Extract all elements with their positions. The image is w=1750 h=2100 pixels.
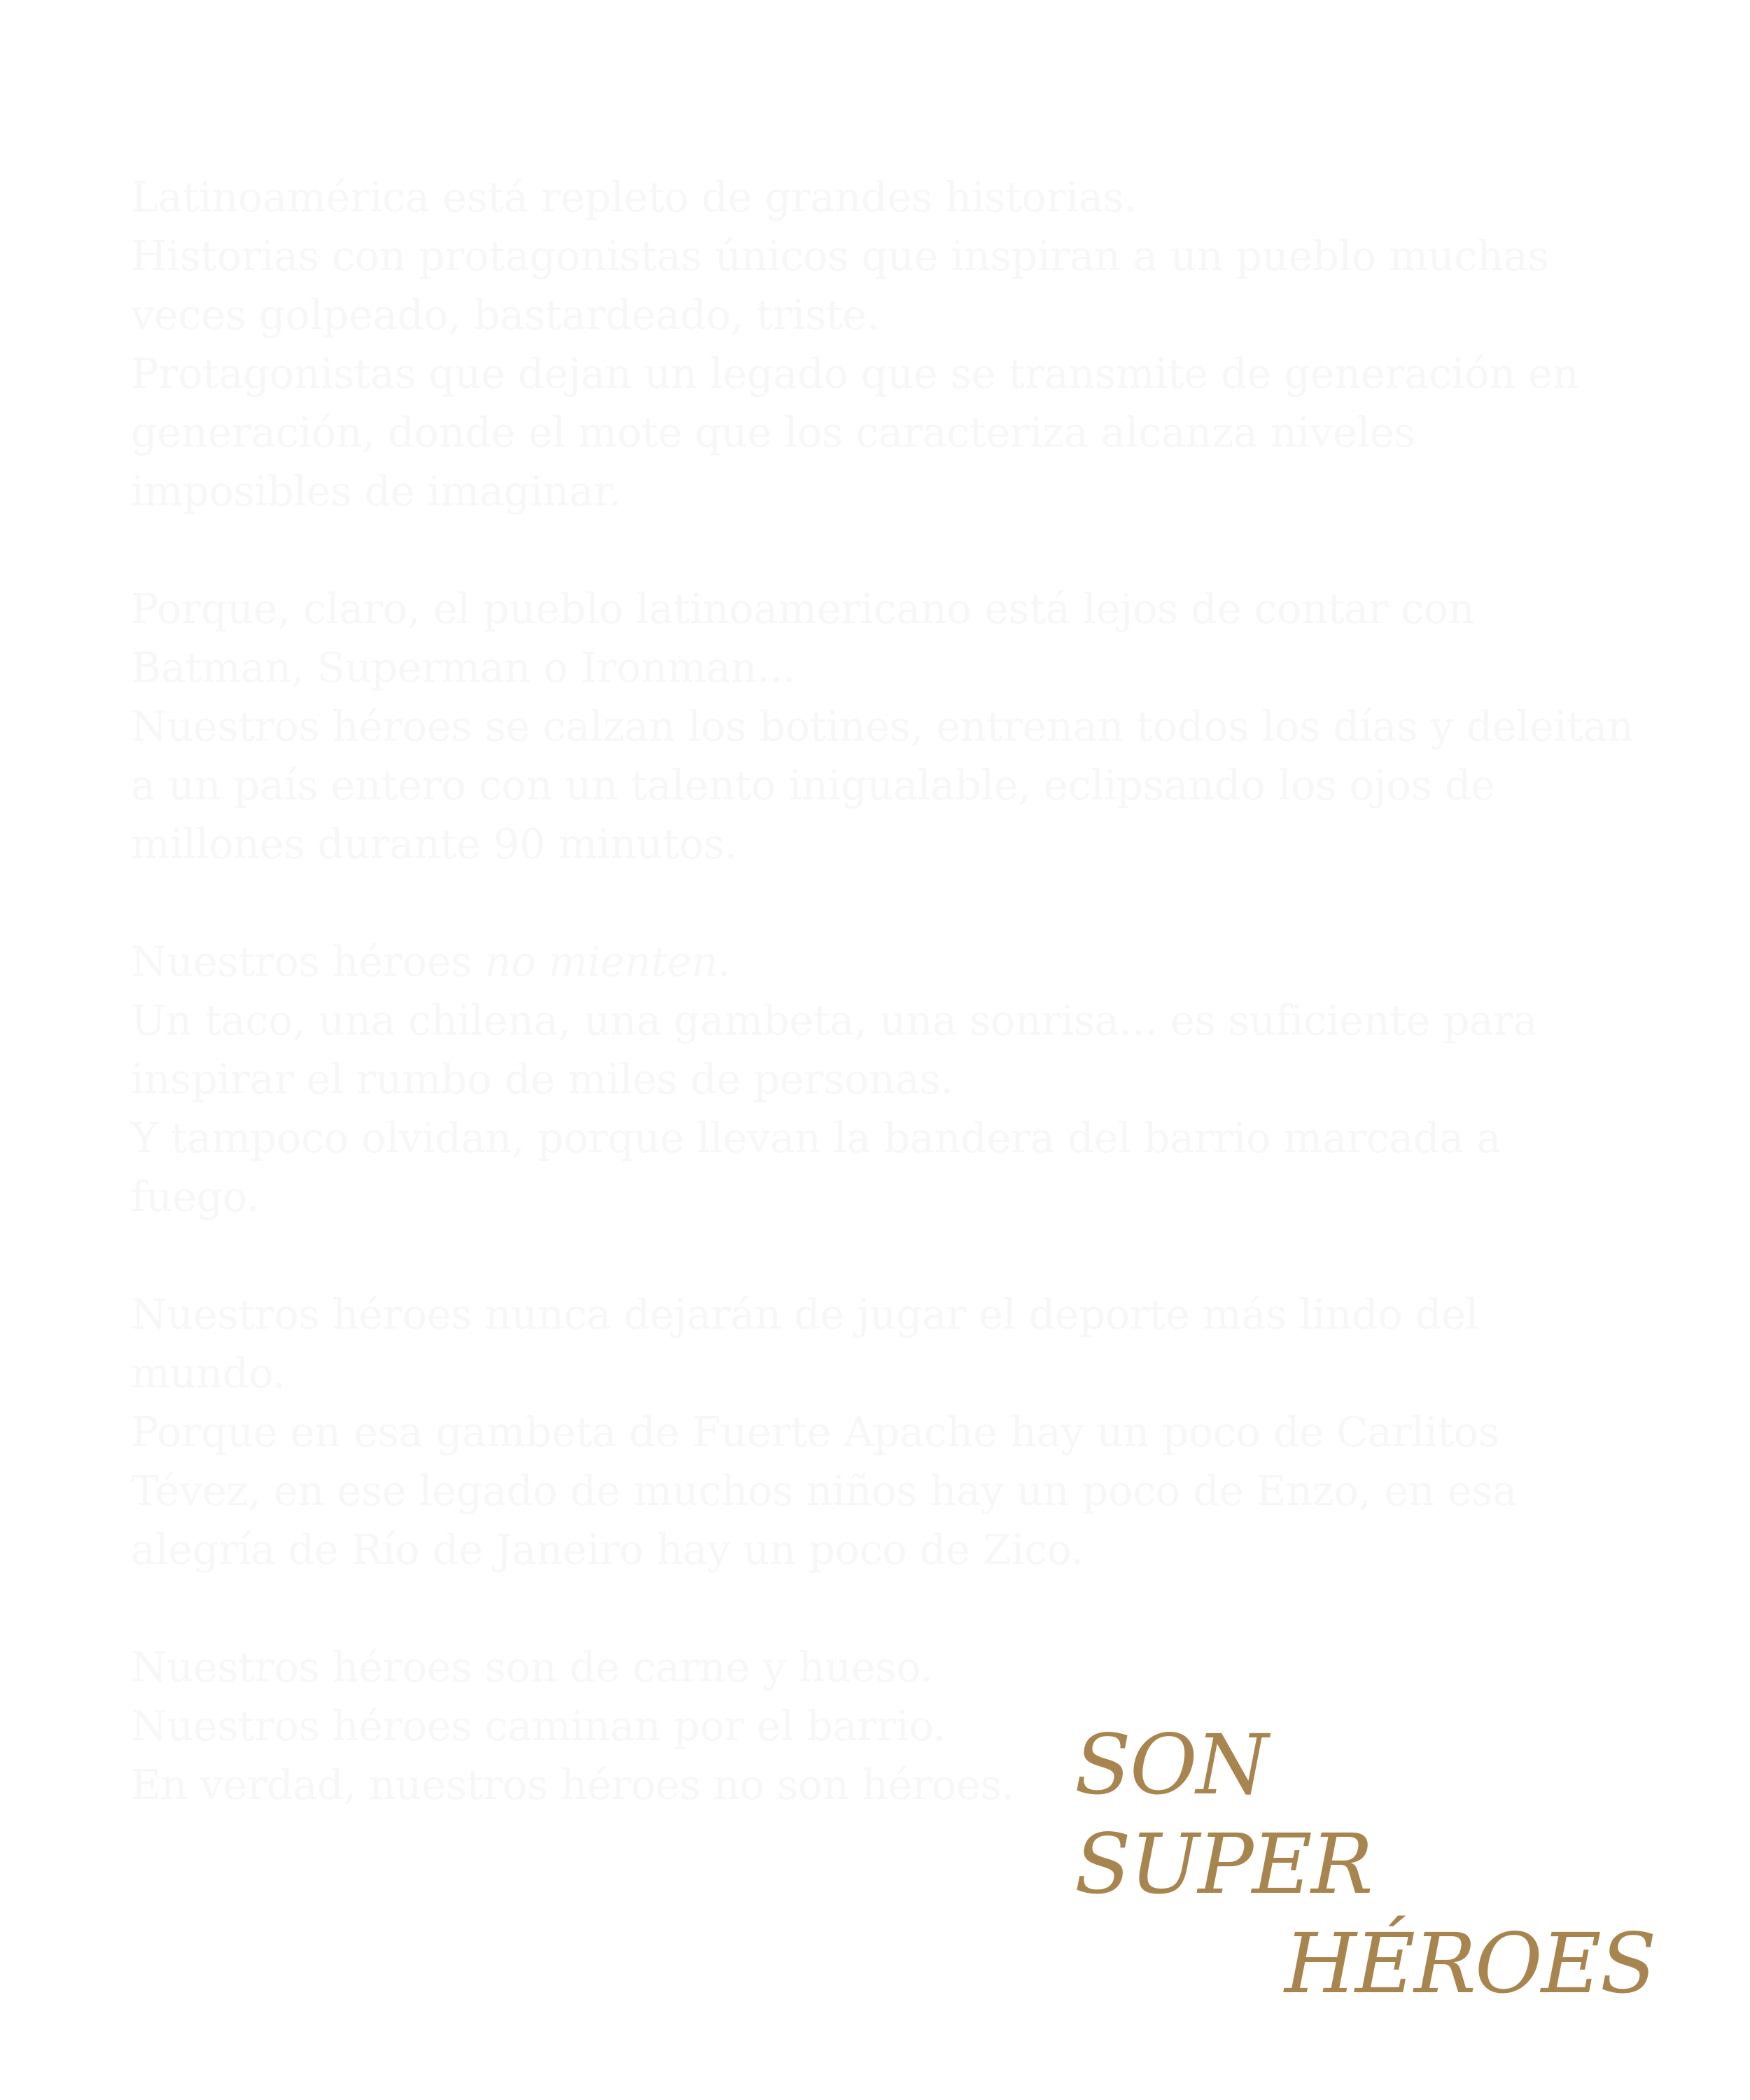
- paragraph-legacy: [131, 1285, 1636, 1579]
- tagline-line-super: SUPER: [1074, 1816, 1372, 1912]
- story-line: Historias con protagonistas únicos que inspiran a un pueblo muchas veces golpeado, bastardeado, triste.: [131, 232, 1549, 339]
- paragraph-heroes-comparison: [131, 580, 1636, 874]
- story-emphasis: no mienten.: [484, 937, 731, 986]
- story-line: Nuestros héroes se calzan los botines, entrenan todos los días y deleitan a un país entero con un talento inigualable, eclipsando los ojos de millones durante 90 minutos.: [131, 702, 1634, 868]
- story-line: Protagonistas que dejan un legado que se transmite de generación en generación, donde el mote que los caracteriza alcanza niveles imposibles de imaginar.: [131, 349, 1579, 515]
- story-line: Porque, claro, el pueblo latinoamericano está lejos de contar con Batman, Superman o Ironman...: [131, 584, 1475, 692]
- story-text: [131, 168, 1636, 1873]
- story-line: Nuestros héroes son de carne y hueso.: [131, 1643, 933, 1691]
- story-line: En verdad, nuestros héroes no son héroes.: [131, 1760, 1014, 1809]
- tagline-line-son: SON: [1074, 1716, 1267, 1813]
- story-line: Latinoamérica está repleto de grandes historias.: [131, 173, 1137, 221]
- tagline: [1074, 1715, 1670, 2013]
- paragraph-no-mienten: [131, 932, 1636, 1226]
- story-line-prefix: Nuestros héroes: [131, 937, 485, 986]
- story-line: Porque en esa gambeta de Fuerte Apache hay un poco de Carlitos Tévez, en ese legado de muchos niños hay un poco de Enzo, en esa alegría de Río de Janeiro hay un poco de Zico.: [131, 1408, 1517, 1574]
- story-line: Nuestros héroes caminan por el barrio.: [131, 1702, 946, 1750]
- story-line: Un taco, una chilena, una gambeta, una sonrisa... es suficiente para inspirar el rumbo de miles de personas.: [131, 996, 1538, 1103]
- tagline-line-heroes: HÉROES: [1284, 1915, 1656, 2012]
- paragraph-intro: [131, 168, 1636, 521]
- story-line: Nuestros héroes nunca dejarán de jugar el deporte más lindo del mundo.: [131, 1290, 1479, 1397]
- story-line: [131, 932, 1636, 991]
- story-line: Y tampoco olvidan, porque llevan la bandera del barrio marcada a fuego.: [131, 1114, 1502, 1221]
